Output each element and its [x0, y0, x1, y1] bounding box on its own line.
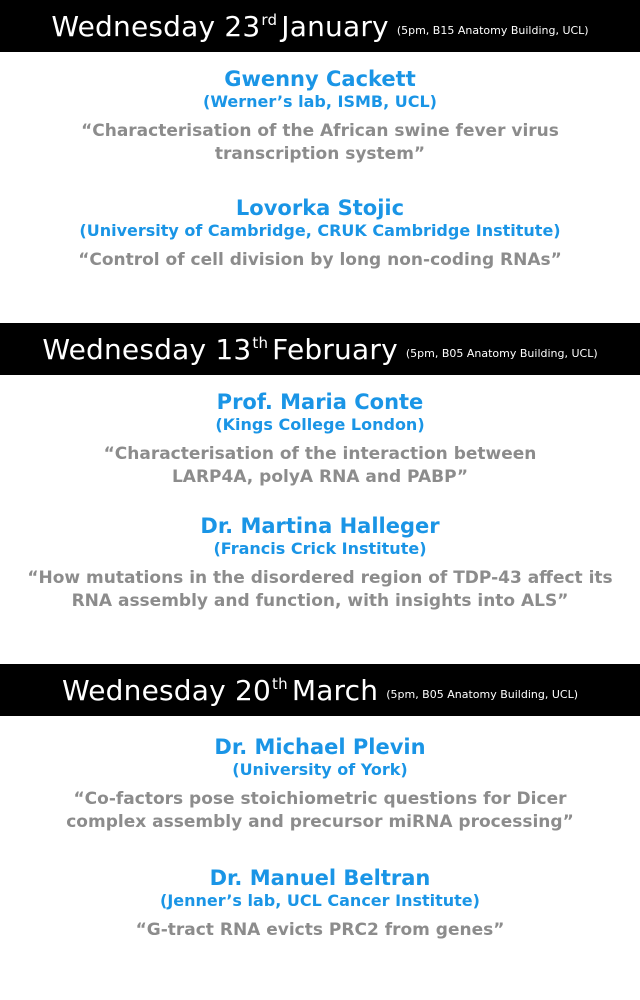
talk-item — [0, 66, 640, 166]
talk-title-line: “Control of cell division by long non-coding RNAs” — [78, 250, 562, 270]
talk-title — [0, 120, 640, 166]
speaker-name: Prof. Maria Conte — [216, 390, 424, 414]
session-header-march — [0, 664, 640, 716]
talk-title-line: “Co-factors pose stoichiometric questions for Dicer — [73, 789, 567, 809]
talk-item — [0, 389, 640, 489]
talk-item — [0, 734, 640, 834]
speaker-affiliation: (Werner’s lab, ISMB, UCL) — [203, 92, 437, 111]
talk-title-line: “How mutations in the disordered region of TDP-43 affect its — [27, 568, 613, 588]
speaker-name: Dr. Manuel Beltran — [209, 866, 431, 890]
session-date: Wednesday 20th March — [62, 673, 379, 707]
session-header-january — [0, 0, 640, 52]
session-venue: (5pm, B15 Anatomy Building, UCL) — [396, 23, 589, 37]
speaker-affiliation: (University of York) — [232, 760, 408, 779]
talk-title — [0, 567, 640, 613]
talk-item — [0, 513, 640, 613]
talk-title — [0, 443, 640, 489]
talk-title — [0, 249, 640, 272]
talk-item — [0, 865, 640, 942]
talk-item — [0, 195, 640, 272]
talk-title-line: “G-tract RNA evicts PRC2 from genes” — [135, 920, 505, 940]
speaker-affiliation: (Francis Crick Institute) — [213, 539, 427, 558]
talk-title-line: “Characterisation of the African swine fever virus — [81, 121, 559, 141]
session-date: Wednesday 23rd January — [51, 9, 389, 43]
talk-title — [0, 919, 640, 942]
speaker-affiliation: (Jenner’s lab, UCL Cancer Institute) — [160, 891, 480, 910]
session-date: Wednesday 13th February — [42, 332, 398, 366]
speaker-name: Lovorka Stojic — [235, 196, 405, 220]
speaker-name: Gwenny Cackett — [224, 67, 416, 91]
session-venue: (5pm, B05 Anatomy Building, UCL) — [386, 687, 578, 701]
session-venue: (5pm, B05 Anatomy Building, UCL) — [405, 346, 598, 360]
session-header-february — [0, 323, 640, 375]
talk-title-line: RNA assembly and function, with insights into ALS” — [71, 591, 569, 611]
speaker-name: Dr. Martina Halleger — [200, 514, 440, 538]
talk-title-line: transcription system” — [214, 144, 426, 164]
speaker-affiliation: (University of Cambridge, CRUK Cambridge Institute) — [79, 221, 561, 240]
talk-title-line: “Characterisation of the interaction between — [103, 444, 537, 464]
talk-title-line: LARP4A, polyA RNA and PABP” — [171, 467, 469, 487]
talk-title — [0, 788, 640, 834]
speaker-affiliation: (Kings College London) — [215, 415, 425, 434]
speaker-name: Dr. Michael Plevin — [214, 735, 426, 759]
talk-title-line: complex assembly and precursor miRNA processing” — [66, 812, 574, 832]
